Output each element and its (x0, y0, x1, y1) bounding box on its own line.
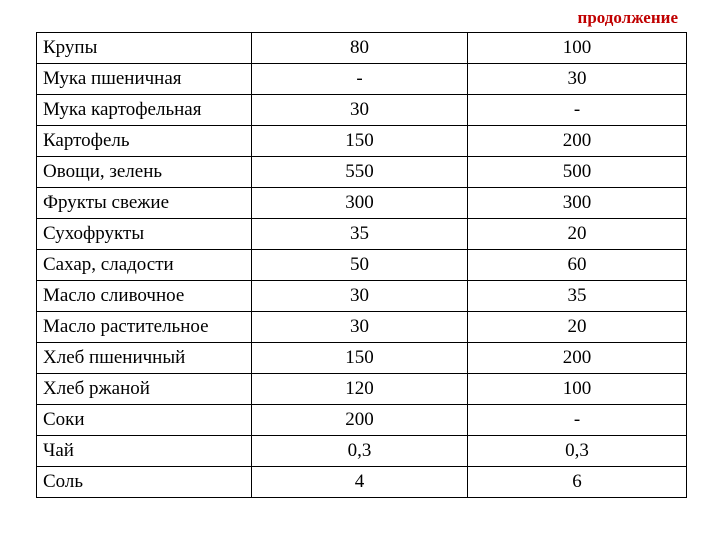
value-cell-2: 0,3 (468, 436, 687, 467)
product-name-cell: Картофель (37, 126, 252, 157)
table-row (37, 312, 687, 343)
value-cell-2: 100 (468, 374, 687, 405)
value-cell-1: 4 (252, 467, 468, 498)
value-cell-1: 35 (252, 219, 468, 250)
product-name-cell: Чай (37, 436, 252, 467)
value-cell-2: 35 (468, 281, 687, 312)
table-row (37, 250, 687, 281)
value-cell-2: 200 (468, 343, 687, 374)
value-cell-2: 100 (468, 33, 687, 64)
value-cell-2: 20 (468, 219, 687, 250)
product-name-cell: Сухофрукты (37, 219, 252, 250)
value-cell-2: 300 (468, 188, 687, 219)
value-cell-1: - (252, 64, 468, 95)
product-norms-table (36, 32, 687, 498)
value-cell-2: 20 (468, 312, 687, 343)
value-cell-2: 200 (468, 126, 687, 157)
value-cell-1: 150 (252, 126, 468, 157)
table-row (37, 157, 687, 188)
table-row (37, 281, 687, 312)
table-row (37, 188, 687, 219)
product-name-cell: Хлеб ржаной (37, 374, 252, 405)
table-body (37, 33, 687, 498)
value-cell-1: 200 (252, 405, 468, 436)
product-name-cell: Мука пшеничная (37, 64, 252, 95)
product-name-cell: Мука картофельная (37, 95, 252, 126)
product-name-cell: Соки (37, 405, 252, 436)
value-cell-1: 150 (252, 343, 468, 374)
table-row (37, 95, 687, 126)
value-cell-1: 550 (252, 157, 468, 188)
table-row (37, 374, 687, 405)
value-cell-1: 300 (252, 188, 468, 219)
value-cell-2: 6 (468, 467, 687, 498)
value-cell-1: 30 (252, 312, 468, 343)
product-name-cell: Сахар, сладости (37, 250, 252, 281)
table-row (37, 343, 687, 374)
continuation-label: продолжение (577, 8, 678, 27)
table-row (37, 33, 687, 64)
value-cell-2: 60 (468, 250, 687, 281)
table-row (37, 467, 687, 498)
value-cell-2: - (468, 95, 687, 126)
value-cell-2: - (468, 405, 687, 436)
product-name-cell: Крупы (37, 33, 252, 64)
product-name-cell: Хлеб пшеничный (37, 343, 252, 374)
value-cell-1: 30 (252, 281, 468, 312)
table-row (37, 405, 687, 436)
table-row (37, 219, 687, 250)
value-cell-1: 30 (252, 95, 468, 126)
value-cell-1: 0,3 (252, 436, 468, 467)
product-name-cell: Овощи, зелень (37, 157, 252, 188)
table-row (37, 64, 687, 95)
value-cell-2: 500 (468, 157, 687, 188)
table-row (37, 436, 687, 467)
value-cell-1: 50 (252, 250, 468, 281)
product-name-cell: Соль (37, 467, 252, 498)
table-row (37, 126, 687, 157)
product-name-cell: Масло растительное (37, 312, 252, 343)
product-name-cell: Фрукты свежие (37, 188, 252, 219)
value-cell-1: 120 (252, 374, 468, 405)
product-name-cell: Масло сливочное (37, 281, 252, 312)
value-cell-1: 80 (252, 33, 468, 64)
value-cell-2: 30 (468, 64, 687, 95)
